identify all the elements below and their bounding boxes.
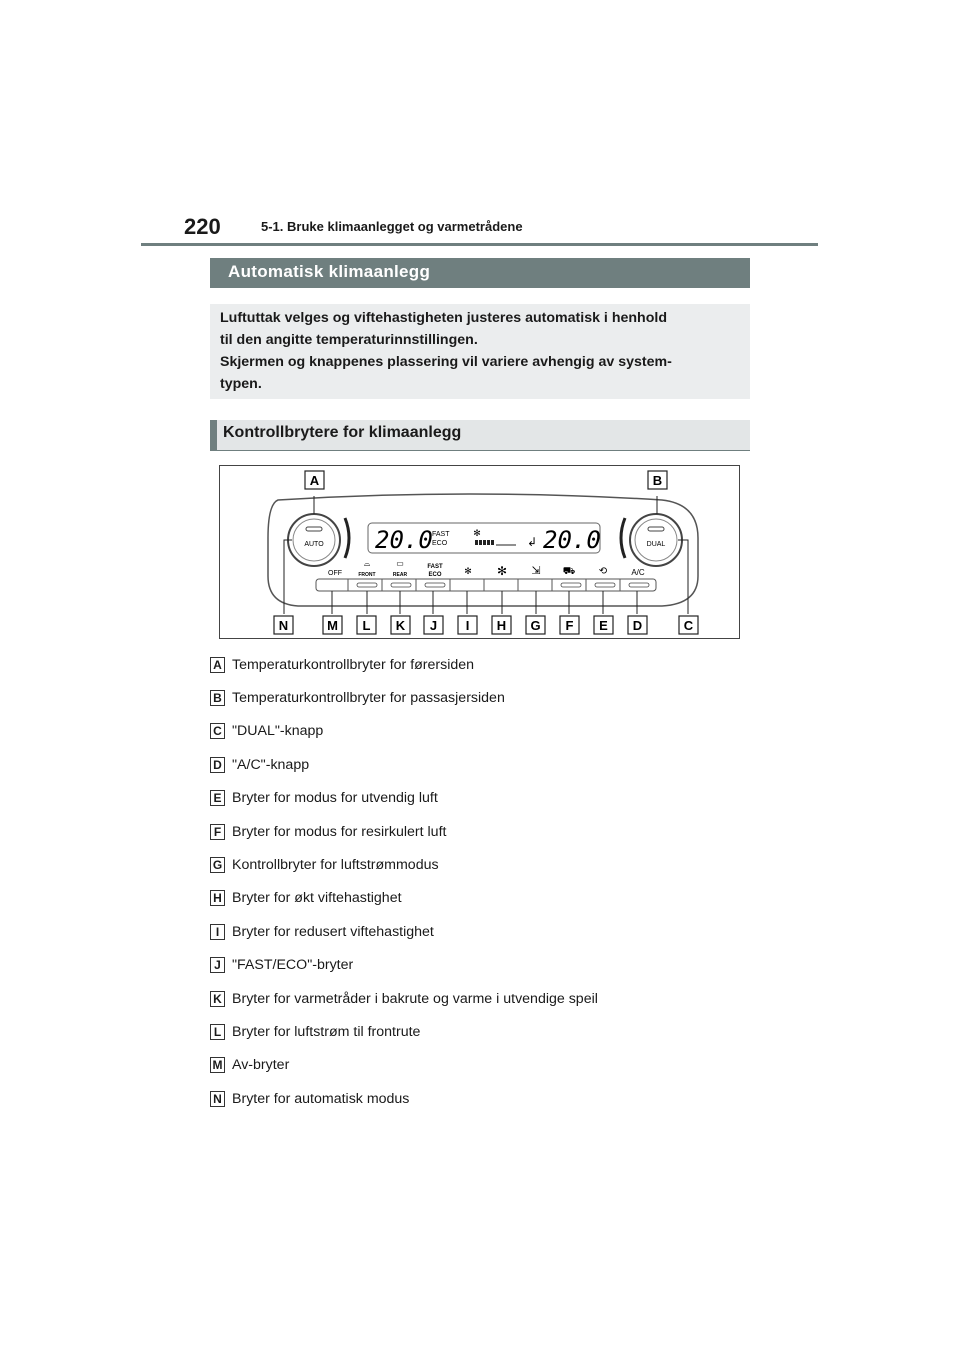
callout-l: L (362, 618, 371, 633)
control-panel-figure (219, 465, 740, 639)
rear-defrost-icon: ▭ (396, 559, 404, 568)
legend-text: "DUAL"-knapp (232, 723, 324, 740)
fan-level-bar (483, 540, 486, 545)
ac-label: A/C (631, 568, 645, 577)
legend-badge: N (210, 1091, 225, 1107)
legend-item (210, 815, 598, 848)
legend-badge: G (210, 857, 225, 873)
legend-text: Bryter for modus for utvendig luft (232, 790, 438, 807)
legend-badge: H (210, 890, 225, 906)
legend-badge: I (210, 924, 225, 940)
legend-text: "A/C"-knapp (232, 756, 310, 773)
rear-label: REAR (392, 572, 408, 578)
legend-text: Bryter for økt viftehastighet (232, 890, 402, 907)
legend-text: Bryter for automatisk modus (232, 1090, 410, 1107)
fan-level-bar (475, 540, 478, 545)
callout-j: J (429, 618, 438, 633)
chapter-title: 5-1. Bruke klimaanlegget og varmetrådene (261, 219, 523, 234)
fan-level-bar (487, 540, 490, 545)
legend-list (210, 648, 598, 1115)
section-title: Automatisk klimaanlegg (210, 258, 750, 288)
recirculate-icon: ⟲ (598, 566, 608, 577)
legend-item (210, 848, 598, 881)
legend-item (210, 782, 598, 815)
callout-a: A (309, 473, 320, 488)
callout-n: N (278, 618, 289, 633)
legend-text: Temperaturkontrollbryter for førersiden (232, 656, 475, 673)
legend-badge: F (210, 824, 225, 840)
callout-g: G (530, 618, 541, 633)
fan-up-icon: ✻ (496, 564, 508, 578)
legend-badge: A (210, 657, 225, 673)
intro-line: Luftuttak velges og viftehastigheten justeres automatisk i henhold (220, 310, 667, 326)
subsection-title: Kontrollbrytere for klimaanlegg (210, 420, 750, 450)
knob-dual-label: DUAL (646, 541, 666, 548)
rear-indicator (391, 583, 411, 587)
legend-badge: C (210, 723, 225, 739)
callout-h: H (496, 618, 507, 633)
legend-badge: E (210, 790, 225, 806)
callout-d: D (632, 618, 643, 633)
driver-temp-knob-inner (293, 519, 335, 561)
legend-badge: K (210, 991, 225, 1007)
legend-item (210, 1015, 598, 1048)
callout-k: K (395, 618, 406, 633)
subsection-divider (210, 450, 750, 451)
fan-level-bar (491, 540, 494, 545)
legend-text: Bryter for redusert viftehastighet (232, 923, 434, 940)
legend-badge: B (210, 690, 225, 706)
auto-indicator (306, 527, 322, 531)
control-panel-diagram (220, 466, 739, 638)
callout-b: B (652, 473, 663, 488)
eco-label: ECO (428, 572, 442, 578)
legend-item (210, 748, 598, 781)
callout-m: M (327, 618, 338, 633)
legend-item (210, 882, 598, 915)
intro-box (210, 304, 750, 399)
callout-i: I (465, 618, 470, 633)
legend-item (210, 1082, 598, 1115)
legend-text: Av-bryter (232, 1057, 290, 1074)
display-airflow-icon: ↲ (526, 535, 538, 549)
display-eco-label: ECO (432, 540, 448, 547)
display-fast-label: FAST (432, 531, 450, 538)
legend-badge: D (210, 757, 225, 773)
legend-item (210, 1049, 598, 1082)
callout-e: E (599, 618, 608, 633)
eco-indicator (425, 583, 445, 587)
legend-text: Bryter for modus for resirkulert luft (232, 823, 447, 840)
legend-item (210, 648, 598, 681)
legend-item (210, 949, 598, 982)
outside-air-icon: ⛟ (562, 566, 576, 577)
legend-text: Temperaturkontrollbryter for passasjersiden (232, 690, 505, 707)
callout-f: F (565, 618, 574, 633)
off-label: OFF (328, 570, 342, 577)
fan-down-icon: ✻ (464, 566, 472, 576)
outside-indicator (561, 583, 581, 587)
fan-level-bar (479, 540, 482, 545)
front-indicator (357, 583, 377, 587)
intro-line: til den angitte temperaturinnstillingen. (220, 332, 478, 348)
page-number: 220 (184, 214, 221, 239)
airflow-mode-icon: ⇲ (531, 565, 541, 577)
legend-badge: J (210, 957, 225, 973)
legend-text: "FAST/ECO"-bryter (232, 957, 354, 974)
legend-item (210, 915, 598, 948)
intro-line: typen. (220, 376, 262, 392)
dual-indicator (648, 527, 664, 531)
legend-badge: M (210, 1057, 225, 1073)
legend-item (210, 715, 598, 748)
display-right-temp: 20.0 (543, 526, 601, 554)
recirc-indicator (595, 583, 615, 587)
header-divider (141, 243, 818, 246)
intro-line: Skjermen og knappenes plassering vil variere avhengig av system- (220, 354, 672, 370)
legend-item (210, 681, 598, 714)
legend-badge: L (210, 1024, 225, 1040)
legend-text: Bryter for luftstrøm til frontrute (232, 1023, 421, 1040)
legend-text: Bryter for varmetråder i bakrute og varme i utvendige speil (232, 990, 598, 1007)
legend-text: Kontrollbryter for luftstrømmodus (232, 857, 439, 874)
legend-item (210, 982, 598, 1015)
knob-auto-label: AUTO (304, 541, 324, 548)
callout-c: C (683, 618, 694, 633)
display-fan-icon: ✻ (473, 528, 481, 538)
front-label: FRONT (358, 572, 376, 578)
front-defrost-icon: ⌓ (363, 559, 371, 568)
passenger-temp-knob-inner (635, 519, 677, 561)
ac-indicator (629, 583, 649, 587)
fast-label: FAST (427, 564, 443, 570)
display-left-temp: 20.0 (375, 526, 433, 554)
